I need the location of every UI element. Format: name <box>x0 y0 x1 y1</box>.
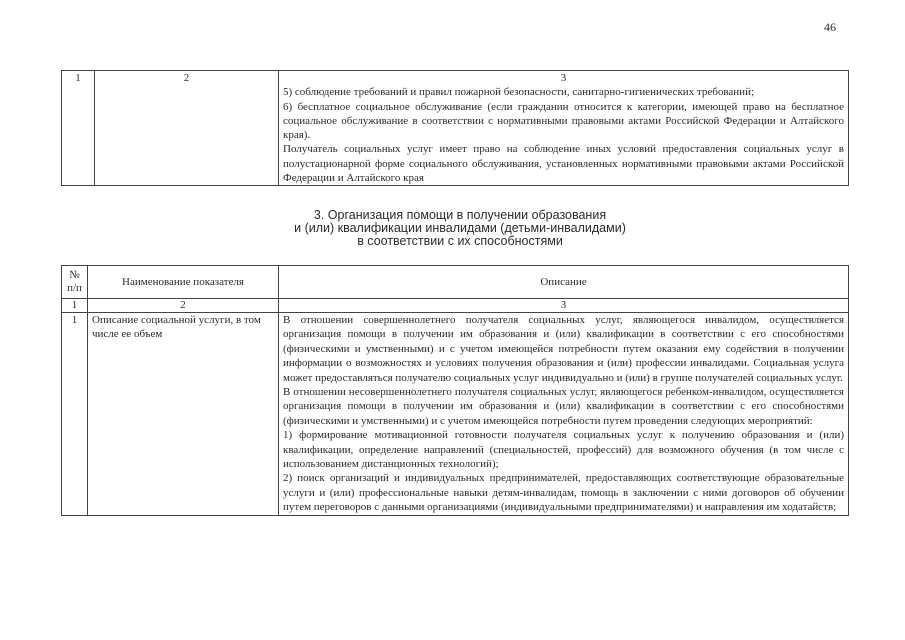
section-heading <box>160 209 760 248</box>
col-number-2: 2 <box>95 71 279 186</box>
col-number-3: 3 <box>279 299 849 313</box>
service-table <box>61 265 849 516</box>
heading-line: 3. Организация помощи в получении образования <box>313 208 607 222</box>
table-header-row <box>62 266 849 299</box>
col-number-2: 2 <box>88 299 279 313</box>
column-number-row <box>62 299 849 313</box>
row-number: 1 <box>62 313 88 516</box>
indicator-name: Описание социальной услуги, в том числе ее объем <box>88 313 279 516</box>
paragraph: В отношении совершеннолетнего получателя социальных услуг, являющегося инвалидом, осуществляется организация помощи в получении им образования и (или) квалификации в соответствии с его способностями (физическими и умственными) и с учетом имеющейся потребности путем оказания ему содействия в получении информации о возможностях и условиях получения образования и (или) профессии инвалидами. Социальная услуга может предоставляться получателю социальных услуг индивидуально и (или) в группе получателей социальных услуг. <box>283 314 844 384</box>
table-row <box>62 313 849 516</box>
paragraph: 5) соблюдение требований и правил пожарной безопасности, санитарно-гигиенических требований; <box>283 86 755 99</box>
header-description: Описание <box>279 266 849 299</box>
heading-line: в соответствии с их способностями <box>357 234 563 248</box>
header-indicator: Наименование показателя <box>88 266 279 299</box>
paragraph: 2) поиск организаций и индивидуальных предпринимателей, предоставляющих соответствующие образовательные услуги и (или) профессиональные навыки детям-инвалидам, помощь в заключении с ними договоров об обучении путем переговоров с данными организациями (индивидуальными предпринимателями) и направления им ходатайств; <box>283 472 844 514</box>
header-num: № п/п <box>62 266 88 299</box>
continuation-table <box>61 70 849 186</box>
paragraph: Получатель социальных услуг имеет право на соблюдение иных условий предоставления социальных услуг в полустационарной форме социального обслуживания, установленных нормативными правовыми актами Российской Федерации и Алтайского края <box>283 143 844 185</box>
col-number-1: 1 <box>62 299 88 313</box>
table-row <box>62 71 849 186</box>
paragraph: В отношении несовершеннолетнего получателя социальных услуг, являющегося ребенком-инвалидом, осуществляется организация помощи в получении им образования и (или) квалификации в соответствии с его способностями (физическими и умственными) и с учетом имеющейся потребности путем проведения следующих мероприятий: <box>283 386 844 427</box>
col-number-1: 1 <box>62 71 95 186</box>
description-cell <box>279 313 849 516</box>
continuation-text-cell <box>279 71 849 186</box>
page-number: 46 <box>824 20 836 34</box>
col-number-3: 3 <box>560 72 567 84</box>
paragraph: 6) бесплатное социальное обслуживание (если гражданин относится к категории, имеющей право на бесплатное социальное обслуживание в соответствии с нормативными правовыми актами Российской Федерации и Алтайского края). <box>283 100 844 142</box>
heading-line: и (или) квалификации инвалидами (детьми-инвалидами) <box>294 221 626 235</box>
paragraph: 1) формирование мотивационной готовности получателя социальных услуг к получению образования и (или) квалификации, определение направлений (специальностей, профессий) для возможного обучения (в том числе с использованием дистанционных технологий); <box>283 429 844 471</box>
